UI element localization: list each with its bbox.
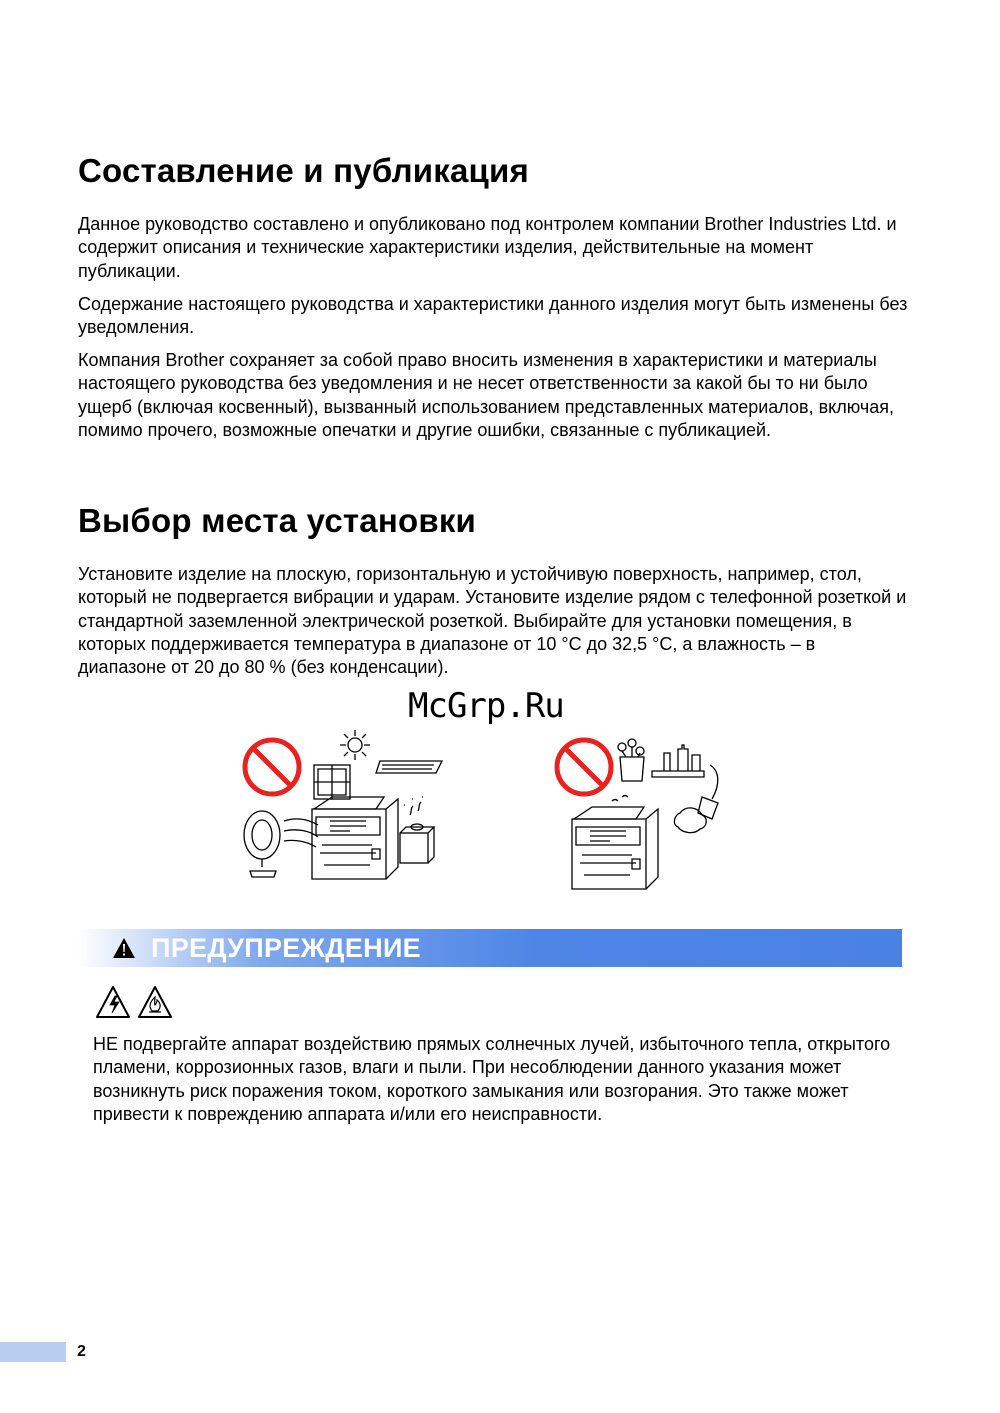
section-title-publication: Составление и публикация [78, 152, 529, 189]
fire-hazard-icon [139, 987, 171, 1017]
paragraph: Установите изделие на плоскую, горизонтальную и устойчивую поверхность, например, стол, который не подвергается вибрации и ударам. Установите изделие рядом с телефонной розеткой и стандартной заземленной электрической розеткой. Выбирайте для установки помещения, в которых поддерживается температура в диапазоне от 10 °C до 32,5 °C, а влажность – в диапазоне от 20 до 80 % (без конденсации). [78, 564, 907, 678]
hazard-icons [95, 985, 175, 1021]
paragraph: Данное руководство составлено и опубликовано под контролем компании Brother Industries Ltd. и содержит описания и технические характеристики изделия, действительные на момент публикации. [78, 214, 897, 281]
range-hood-icon [376, 761, 442, 773]
printer-icon [312, 797, 398, 879]
brush-icon [674, 765, 718, 833]
warning-title: ПРЕДУПРЕЖДЕНИЕ [151, 933, 421, 963]
page-tab-marker [0, 1342, 66, 1362]
electric-shock-icon [97, 987, 129, 1017]
fan-icon [244, 811, 318, 877]
section-title-location: Выбор места установки [78, 502, 477, 539]
humidifier-icon [400, 797, 434, 863]
flower-vase-icon [618, 739, 644, 781]
watermark: McGrp.Ru [408, 686, 564, 726]
prohibited-icon [557, 740, 611, 794]
printer-icon [572, 796, 658, 890]
placement-prohibited-illustration-dust [552, 735, 752, 895]
warning-banner [78, 929, 902, 967]
shelf-bottles-icon [652, 745, 704, 777]
placement-prohibited-illustration-heat [232, 725, 452, 895]
prohibited-icon [245, 740, 299, 794]
window-icon [314, 765, 350, 799]
paragraph: Компания Brother сохраняет за собой право вносить изменения в характеристики и материалы настоящего руководства без уведомления и не несет ответственности за какой бы то ни было ущерб (включая косвенный), вызванный использованием представленных материалов, включая, помимо прочего, возможные опечатки и другие ошибки, связанные с публикацией. [78, 350, 894, 440]
page-number: 2 [77, 1343, 86, 1360]
warning-triangle-icon [112, 937, 136, 959]
paragraph: Содержание настоящего руководства и характеристики данного изделия могут быть изменены без уведомления. [78, 294, 908, 338]
sun-icon [340, 730, 370, 760]
warning-text: НЕ подвергайте аппарат воздействию прямых солнечных лучей, избыточного тепла, открытого пламени, коррозионных газов, влаги и пыли. При несоблюдении данного указания может возникнуть риск поражения током, короткого замыкания или возгорания. Это также может привести к повреждению аппарата и/или его неисправности. [93, 1034, 891, 1124]
